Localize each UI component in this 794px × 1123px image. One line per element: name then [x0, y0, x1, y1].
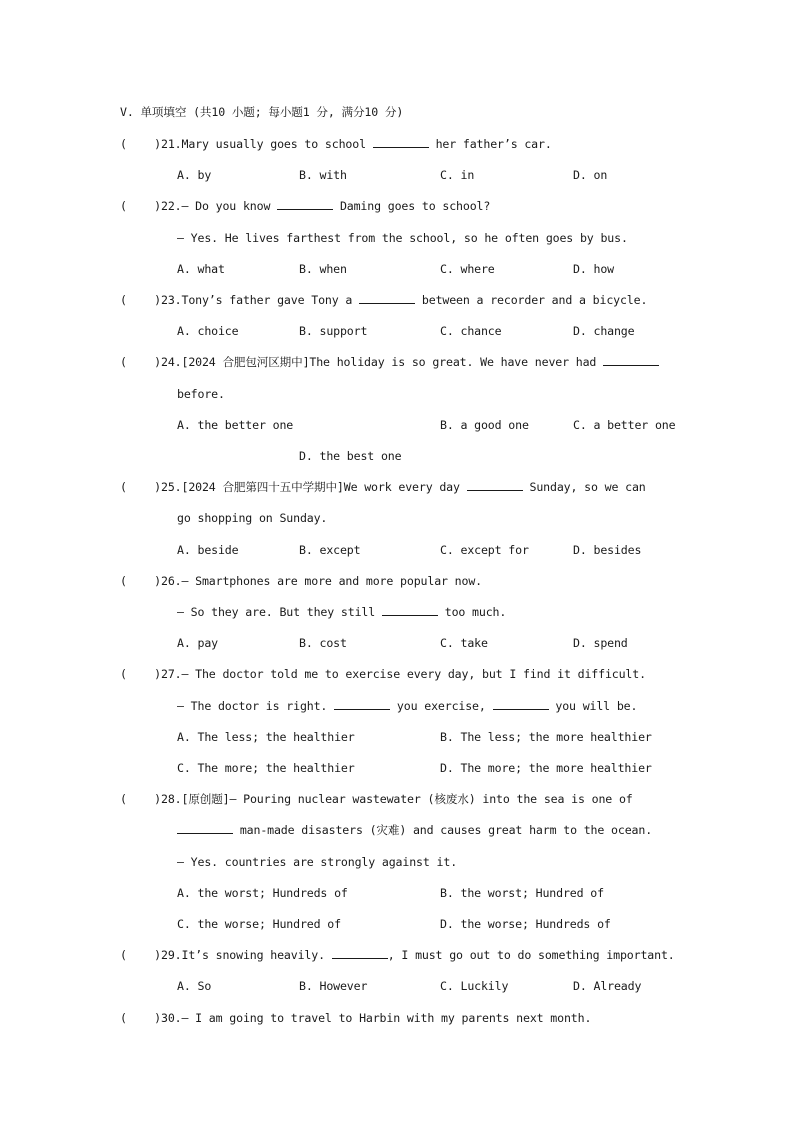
- option-c: C. except for: [440, 543, 529, 557]
- question-24-continued: before.: [177, 387, 225, 401]
- answer-blank: [493, 698, 549, 710]
- answer-paren[interactable]: ( ): [120, 355, 161, 369]
- option-b: B. However: [299, 979, 368, 993]
- question-26: ( )26.— Smartphones are more and more popular now.: [120, 574, 483, 588]
- option-b: B. The less; the more healthier: [440, 730, 652, 744]
- question-24: ( )24.[2024 合肥包河区期中]The holiday is so great. We have never had: [120, 354, 659, 370]
- answer-blank: [332, 947, 388, 959]
- option-a: A. So: [177, 979, 212, 993]
- option-d: D. besides: [573, 543, 642, 557]
- option-a: A. beside: [177, 543, 239, 557]
- question-21: ( )21.Mary usually goes to school her father’s car.: [120, 137, 552, 151]
- question-29: ( )29.It’s snowing heavily. , I must go out to do something important.: [120, 948, 675, 962]
- answer-paren[interactable]: ( ): [120, 199, 161, 213]
- question-27: ( )27.— The doctor told me to exercise every day, but I find it difficult.: [120, 667, 646, 681]
- option-b: B. with: [299, 168, 347, 182]
- answer-blank: [359, 292, 415, 304]
- option-b: B. the worst; Hundred of: [440, 886, 604, 900]
- option-d: D. on: [573, 168, 608, 182]
- option-a: A. what: [177, 262, 225, 276]
- option-b: B. support: [299, 324, 368, 338]
- option-d: D. change: [573, 324, 635, 338]
- answer-paren[interactable]: ( ): [120, 1011, 161, 1025]
- question-28-response: — Yes. countries are strongly against it.: [177, 855, 458, 869]
- option-d: D. the worse; Hundreds of: [440, 917, 611, 931]
- option-a: A. choice: [177, 324, 239, 338]
- answer-paren[interactable]: ( ): [120, 667, 161, 681]
- section-title: V. 单项填空 (共10 小题; 每小题1 分, 满分10 分): [120, 105, 404, 119]
- option-b: B. except: [299, 543, 361, 557]
- answer-paren[interactable]: ( ): [120, 480, 161, 494]
- option-d: D. how: [573, 262, 614, 276]
- question-26-response: — So they are. But they still too much.: [177, 605, 507, 619]
- answer-blank: [467, 479, 523, 491]
- answer-paren[interactable]: ( ): [120, 792, 161, 806]
- option-c: C. chance: [440, 324, 502, 338]
- question-28-continued: man-made disasters (灾难) and causes great harm to the ocean.: [177, 822, 652, 838]
- option-b: B. cost: [299, 636, 347, 650]
- answer-paren[interactable]: ( ): [120, 574, 161, 588]
- option-c: C. a better one: [573, 418, 676, 432]
- option-b: B. a good one: [440, 418, 529, 432]
- answer-blank: [382, 604, 438, 616]
- option-d: D. The more; the more healthier: [440, 761, 652, 775]
- option-d: D. the best one: [299, 449, 402, 463]
- question-23: ( )23.Tony’s father gave Tony a between a recorder and a bicycle.: [120, 293, 648, 307]
- answer-blank: [373, 136, 429, 148]
- option-c: C. The more; the healthier: [177, 761, 355, 775]
- option-a: A. by: [177, 168, 212, 182]
- option-c: C. take: [440, 636, 488, 650]
- option-b: B. when: [299, 262, 347, 276]
- option-a: A. the better one: [177, 418, 294, 432]
- question-30: ( )30.— I am going to travel to Harbin with my parents next month.: [120, 1011, 592, 1025]
- question-22-response: — Yes. He lives farthest from the school, so he often goes by bus.: [177, 231, 628, 245]
- option-a: A. pay: [177, 636, 218, 650]
- question-28: ( )28.[原创题]— Pouring nuclear wastewater (核废水) into the sea is one of: [120, 792, 633, 806]
- option-c: C. Luckily: [440, 979, 509, 993]
- option-c: C. in: [440, 168, 475, 182]
- question-25-continued: go shopping on Sunday.: [177, 511, 328, 525]
- option-a: A. The less; the healthier: [177, 730, 355, 744]
- answer-blank: [277, 198, 333, 210]
- answer-blank: [177, 822, 233, 834]
- question-27-response: — The doctor is right. you exercise, you will be.: [177, 699, 638, 713]
- answer-paren[interactable]: ( ): [120, 137, 161, 151]
- answer-paren[interactable]: ( ): [120, 293, 161, 307]
- option-a: A. the worst; Hundreds of: [177, 886, 348, 900]
- option-d: D. spend: [573, 636, 628, 650]
- answer-paren[interactable]: ( ): [120, 948, 161, 962]
- answer-blank: [334, 698, 390, 710]
- question-22: ( )22.— Do you know Daming goes to school?: [120, 199, 491, 213]
- option-c: C. the worse; Hundred of: [177, 917, 341, 931]
- question-25: ( )25.[2024 合肥第四十五中学期中]We work every day Sunday, so we can: [120, 480, 646, 494]
- option-c: C. where: [440, 262, 495, 276]
- option-d: D. Already: [573, 979, 642, 993]
- answer-blank: [603, 354, 659, 366]
